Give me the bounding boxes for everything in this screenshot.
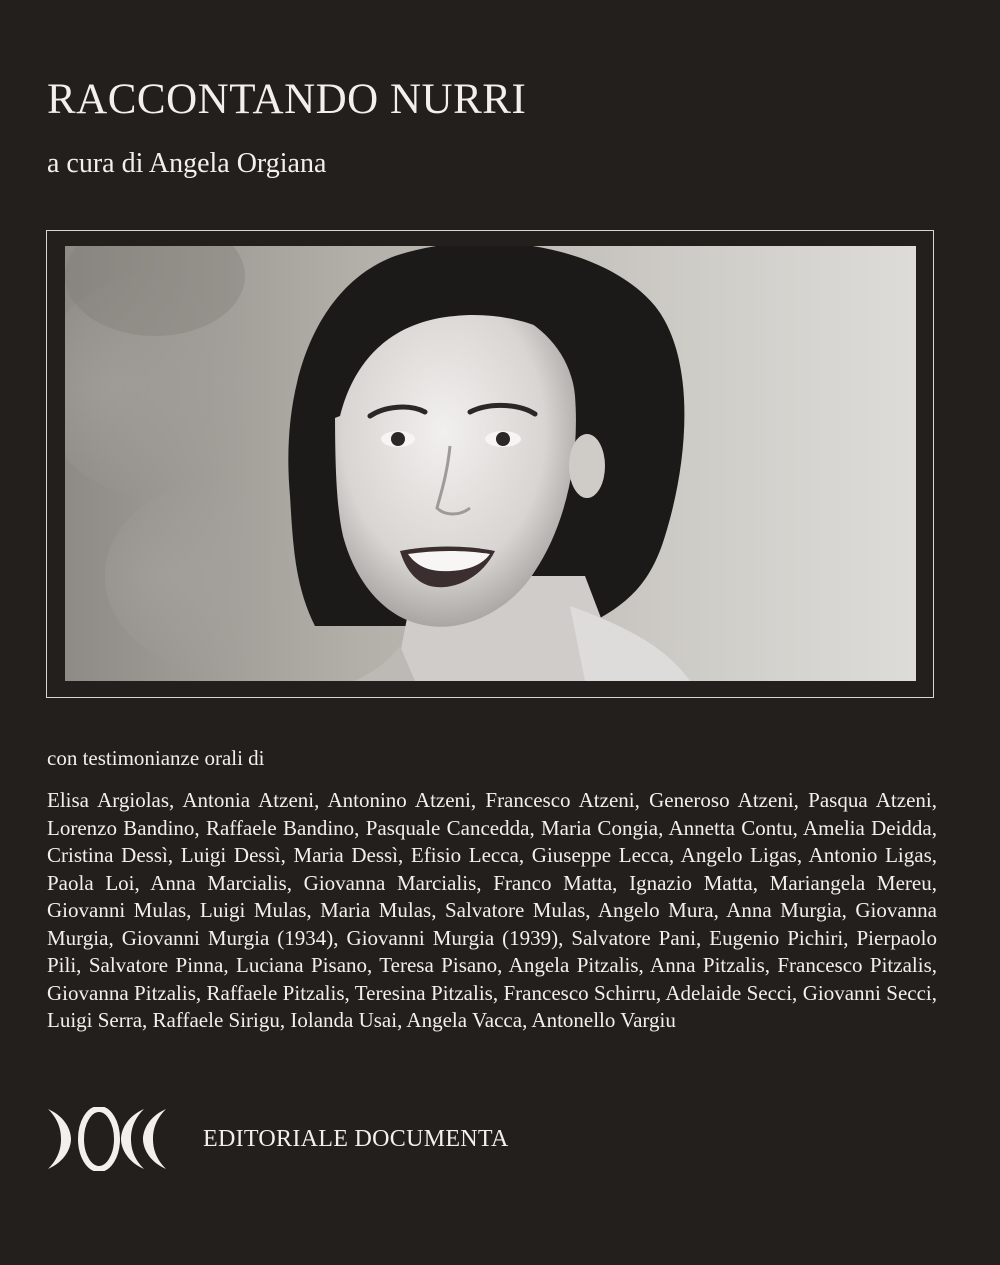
publisher-name: EDITORIALE DOCUMENTA: [203, 1126, 509, 1152]
oral-testimonies-intro: con testimonianze orali di: [47, 746, 265, 770]
contributors-list: Elisa Argiolas, Antonia Atzeni, Antonino Atzeni, Francesco Atzeni, Generoso Atzeni, Pasqua Atzeni, Lorenzo Bandino, Raffaele Bandino, Pasquale Cancedda, Maria Congia, Annetta Contu, Amelia Deidda, Cristina Dessì, Luigi Dessì, Maria Dessì, Efisio Lecca, Giuseppe Lecca, Angelo Ligas, Antonio Ligas, Paola Loi, Anna Marcialis, Giovanna Marcialis, Franco Matta, Ignazio Matta, Mariangela Mereu, Giovanni Mulas, Luigi Mulas, Maria Mulas, Salvatore Mulas, Angelo Mura, Anna Murgia, Giovanna Murgia, Giovanni Murgia (1934), Giovanni Murgia (1939), Salvatore Pani, Eugenio Pichiri, Pierpaolo Pili, Salvatore Pinna, Luciana Pisano, Teresa Pisano, Angela Pitzalis, Anna Pitzalis, Francesco Pitzalis, Giovanna Pitzalis, Raffaele Pitzalis, Teresina Pitzalis, Francesco Schirru, Adelaide Secci, Giovanni Secci, Luigi Serra, Raffaele Sirigu, Iolanda Usai, Angela Vacca, Antonello Vargiu: [47, 788, 937, 1032]
portrait-photo: [65, 246, 916, 681]
photo-frame: [46, 230, 934, 698]
portrait-photo-icon: [65, 246, 916, 681]
editor-credit: a cura di Angela Orgiana: [47, 148, 327, 179]
book-title: RACCONTANDO NURRI: [47, 76, 527, 123]
publisher-logo-icon: [46, 1107, 168, 1171]
